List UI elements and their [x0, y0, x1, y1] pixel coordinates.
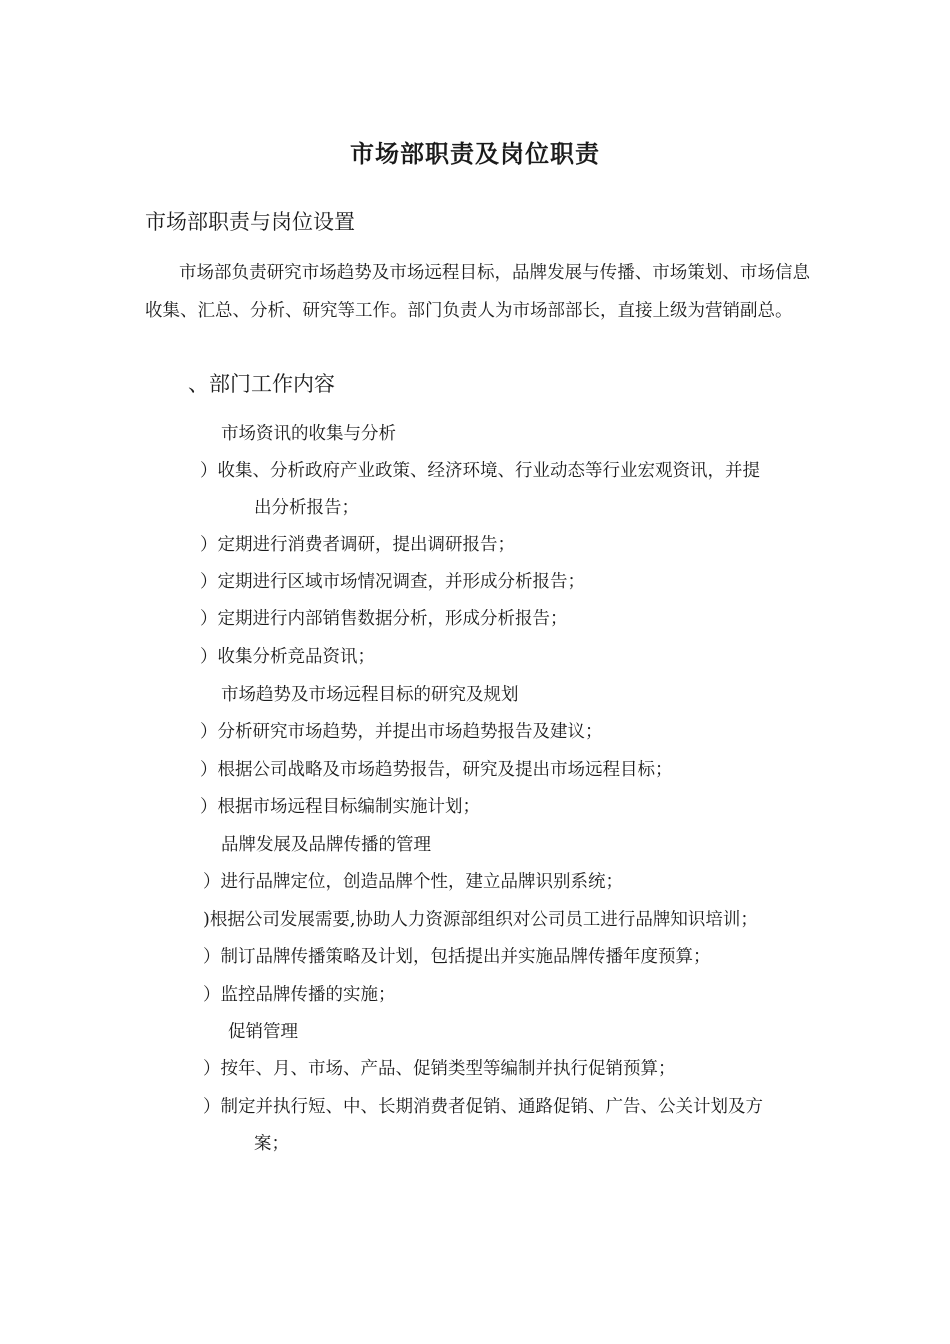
list-item: )根据公司发展需要,协助人力资源部组织对公司员工进行品牌知识培训；	[203, 910, 758, 930]
group-title: 品牌发展及品牌传播的管理	[221, 835, 431, 855]
group-title: 市场趋势及市场远程目标的研究及规划	[221, 685, 519, 705]
list-item: ）定期进行区域市场情况调查，并形成分析报告；	[200, 572, 585, 592]
section-heading: 市场部职责与岗位设置	[145, 210, 355, 234]
list-item: ）制定并执行短、中、长期消费者促销、通路促销、广告、公关计划及方	[203, 1097, 763, 1117]
list-item-continuation: 案；	[254, 1134, 289, 1154]
document-title: 市场部职责及岗位职责	[350, 139, 600, 168]
list-item: ）进行品牌定位，创造品牌个性，建立品牌识别系统；	[203, 872, 623, 892]
list-item: ）定期进行消费者调研，提出调研报告；	[200, 535, 515, 555]
list-item: ）收集分析竞品资讯；	[200, 647, 375, 667]
group-title: 促销管理	[228, 1022, 298, 1042]
list-item: ）定期进行内部销售数据分析，形成分析报告；	[200, 609, 568, 629]
group-title: 市场资讯的收集与分析	[221, 424, 396, 444]
intro-paragraph: 市场部负责研究市场趋势及市场远程目标，品牌发展与传播、市场策划、市场信息收集、汇总、分析、研究等工作。部门负责人为市场部部长，直接上级为营销副总。	[145, 263, 810, 321]
list-item: ）收集、分析政府产业政策、经济环境、行业动态等行业宏观资讯，并提	[200, 461, 760, 481]
list-item: ）监控品牌传播的实施；	[203, 985, 396, 1005]
list-item: ）分析研究市场趋势，并提出市场趋势报告及建议；	[200, 722, 603, 742]
list-item: ）按年、月、市场、产品、促销类型等编制并执行促销预算；	[203, 1059, 676, 1079]
dept-content-heading: 、部门工作内容	[188, 372, 335, 396]
list-item-continuation: 出分析报告；	[254, 498, 359, 518]
list-item: ）根据市场远程目标编制实施计划；	[200, 797, 480, 817]
list-item: ）制订品牌传播策略及计划，包括提出并实施品牌传播年度预算；	[203, 947, 711, 967]
list-item: ）根据公司战略及市场趋势报告，研究及提出市场远程目标；	[200, 760, 673, 780]
